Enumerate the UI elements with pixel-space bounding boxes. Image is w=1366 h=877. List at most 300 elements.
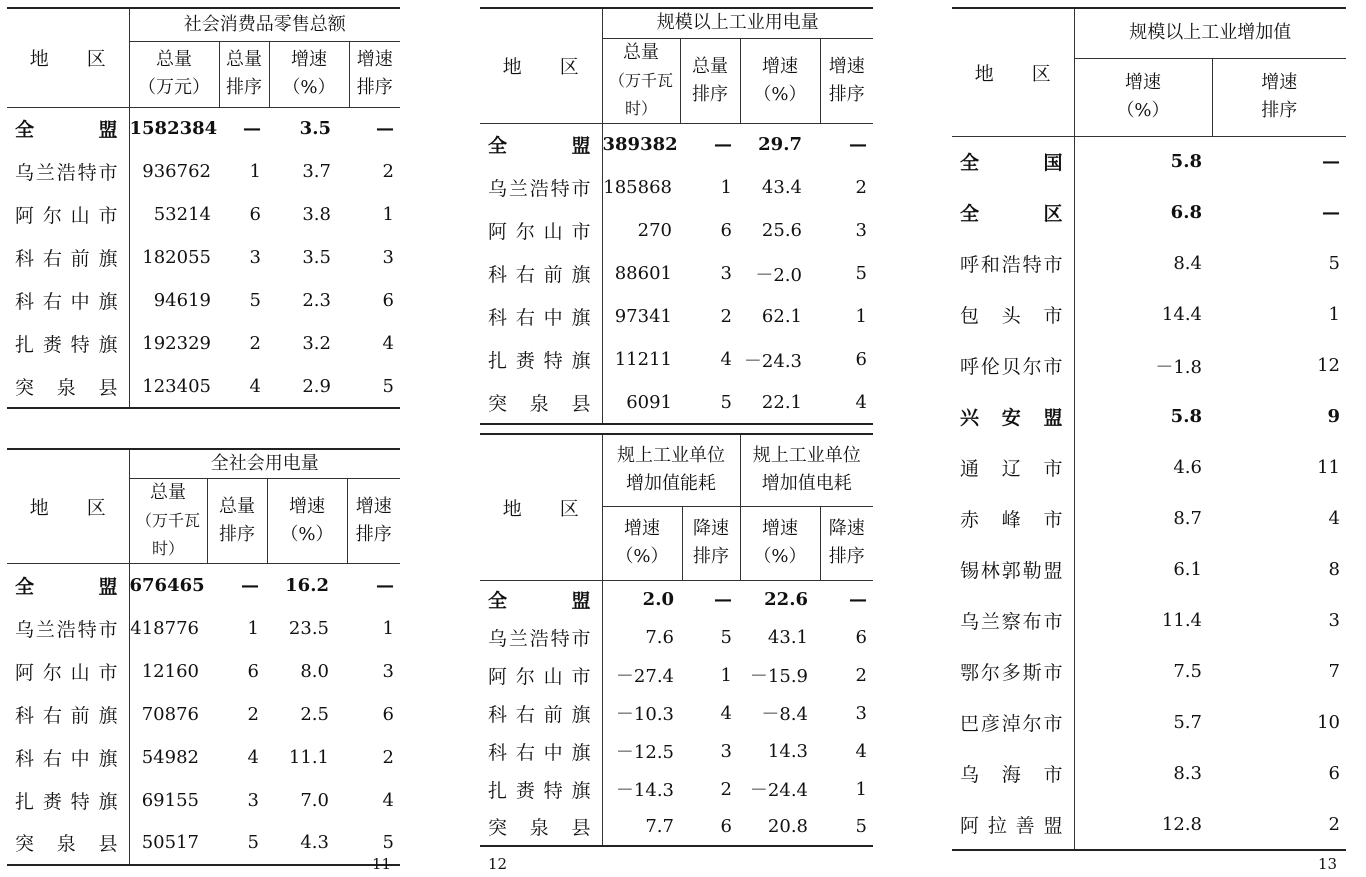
table-row: [952, 799, 1346, 850]
region-cell: [7, 236, 129, 279]
value-cell: 3: [855, 220, 867, 241]
region-cell: [480, 808, 602, 846]
value-cell: 3.2: [302, 333, 331, 354]
col-header: 总量 排序: [219, 41, 269, 107]
value-cell: 1: [249, 161, 261, 182]
region-name: 突泉县: [488, 392, 592, 415]
industrial-value-added-table: [952, 7, 1346, 851]
table-body: [480, 123, 873, 424]
value-cell: —: [376, 574, 394, 596]
value-cell: 4: [249, 375, 261, 397]
table-row: [7, 107, 400, 150]
value-cell: 3: [382, 660, 394, 682]
region-cell: [952, 187, 1074, 238]
region-cell: [952, 136, 1074, 187]
col-header: 增速 （%）: [269, 41, 349, 107]
region-cell: [7, 822, 129, 865]
col-header: 总量 （万千瓦时）: [129, 479, 207, 564]
value-cell: 6091: [626, 391, 672, 413]
value-cell: 8: [1328, 559, 1340, 580]
region-cell: [952, 493, 1074, 544]
col-header: 增速 排序: [828, 55, 865, 105]
table-row: [7, 365, 400, 408]
value-cell: －10.3: [615, 704, 674, 725]
table-row: [480, 656, 873, 694]
value-cell: 6: [382, 290, 394, 311]
value-cell: 3: [382, 247, 394, 268]
group-header-energy: 规上工业单位 增加值能耗: [602, 434, 740, 506]
region-cell: [952, 748, 1074, 799]
value-cell: 4: [1328, 508, 1340, 529]
value-cell: 7.5: [1173, 661, 1202, 682]
value-cell: 5: [247, 832, 259, 853]
table-row: [7, 693, 400, 736]
value-cell: —: [1322, 151, 1340, 173]
value-cell: 2.3: [302, 290, 331, 311]
value-cell: 5: [855, 816, 867, 837]
value-cell: 2: [720, 306, 732, 327]
value-cell: 3: [720, 263, 732, 284]
value-cell: 6: [855, 349, 867, 370]
region-name: 全 盟: [488, 589, 592, 612]
table-row: [7, 607, 400, 650]
value-cell: －8.4: [761, 704, 808, 725]
retail-sales-table: [7, 7, 400, 409]
value-cell: －24.4: [749, 780, 808, 801]
value-cell: 4: [720, 349, 732, 370]
value-cell: 2: [855, 664, 867, 686]
value-cell: 6: [249, 204, 261, 225]
region-header: 地 区: [480, 8, 602, 123]
region-name: 包 头 市: [960, 305, 1064, 327]
table-body: [7, 107, 400, 408]
value-cell: 4: [382, 333, 394, 354]
region-cell: [480, 656, 602, 694]
region-header: 地 区: [7, 449, 129, 564]
value-cell: 6: [720, 220, 732, 241]
table-row: [480, 166, 873, 209]
region-name: 全 盟: [15, 119, 119, 142]
region-cell: [952, 646, 1074, 697]
value-cell: 10: [1317, 712, 1340, 733]
col-header: 增速 （%）: [267, 479, 347, 564]
table-title: 社会消费品零售总额: [129, 8, 400, 41]
value-cell: 4: [247, 746, 259, 768]
page-number: 11: [372, 855, 392, 873]
region-name: 全 盟: [15, 575, 119, 598]
table-row: [7, 150, 400, 193]
region-name: 阿尔山市: [488, 665, 592, 688]
region-cell: [480, 252, 602, 295]
table-body: [7, 564, 400, 865]
region-cell: [7, 693, 129, 736]
value-cell: 7.0: [300, 789, 329, 811]
value-cell: 6.8: [1170, 202, 1202, 223]
value-cell: 14.3: [767, 740, 808, 762]
table-row: [480, 381, 873, 424]
region-name: 呼伦贝尔市: [960, 356, 1064, 378]
value-cell: 1: [382, 204, 394, 225]
value-cell: 936762: [142, 161, 211, 182]
table-row: [480, 252, 873, 295]
region-name: 阿尔山市: [15, 205, 119, 227]
region-name: 阿尔山市: [15, 661, 119, 684]
value-cell: 62.1: [761, 306, 802, 327]
region-header: 地 区: [952, 8, 1074, 136]
col-header: 总量 排序: [680, 38, 740, 123]
value-cell: —: [241, 574, 259, 596]
value-cell: 1582384: [129, 118, 218, 140]
value-cell: —: [243, 118, 261, 140]
value-cell: 3: [855, 702, 867, 724]
value-cell: —: [849, 134, 867, 156]
value-cell: 2: [249, 333, 261, 354]
table-row: [952, 544, 1346, 595]
region-name: 突泉县: [488, 817, 592, 839]
table-title: 规模以上工业用电量: [602, 8, 873, 38]
table-row: [952, 187, 1346, 238]
region-name: 科右中旗: [15, 747, 119, 770]
col-header: 增速 （%）: [1074, 58, 1212, 136]
table-row: [480, 209, 873, 252]
value-cell: —: [849, 588, 867, 610]
table-row: [480, 694, 873, 732]
region-cell: [7, 279, 129, 322]
value-cell: 7.6: [645, 626, 674, 648]
table-row: [952, 493, 1346, 544]
value-cell: 2: [1328, 813, 1340, 835]
value-cell: 2: [720, 778, 732, 800]
table-row: [7, 193, 400, 236]
value-cell: 6: [382, 703, 394, 725]
region-name: 阿尔山市: [488, 221, 592, 243]
value-cell: 11.1: [288, 746, 329, 768]
region-cell: [7, 322, 129, 365]
value-cell: －12.5: [615, 742, 674, 763]
table-row: [952, 391, 1346, 442]
table-row: [480, 123, 873, 166]
table-row: [480, 618, 873, 656]
region-name: 科右前旗: [15, 704, 119, 727]
value-cell: 3: [247, 789, 259, 811]
region-name: 阿拉善盟: [960, 814, 1064, 837]
value-cell: 6: [720, 816, 732, 837]
table-row: [480, 338, 873, 381]
region-name: 科右前旗: [488, 703, 592, 726]
industrial-electricity-table: [480, 7, 873, 425]
region-name: 扎赉特旗: [15, 334, 119, 356]
value-cell: －14.3: [615, 780, 674, 801]
table-row: [952, 646, 1346, 697]
region-name: 科右中旗: [488, 307, 592, 329]
region-name: 乌兰浩特市: [15, 162, 119, 184]
value-cell: 12: [1317, 355, 1340, 376]
table-row: [7, 779, 400, 822]
value-cell: —: [1322, 202, 1340, 223]
value-cell: 3: [720, 740, 732, 762]
value-cell: 5: [1328, 253, 1340, 274]
table-body: [952, 136, 1346, 850]
page-number: 12: [488, 855, 508, 873]
region-cell: [480, 166, 602, 209]
region-cell: [952, 238, 1074, 289]
region-cell: [480, 123, 602, 166]
value-cell: 4.3: [300, 832, 329, 853]
region-cell: [952, 340, 1074, 391]
col-header: 增速 排序: [355, 496, 392, 545]
value-cell: —: [714, 134, 732, 156]
region-name: 乌兰察布市: [960, 611, 1064, 633]
region-cell: [7, 736, 129, 779]
value-cell: 16.2: [285, 574, 329, 596]
value-cell: 270: [637, 220, 672, 241]
region-cell: [480, 770, 602, 808]
region-cell: [7, 107, 129, 150]
value-cell: －1.8: [1155, 356, 1202, 378]
value-cell: 1: [855, 306, 867, 327]
region-cell: [480, 295, 602, 338]
value-cell: 4: [855, 740, 867, 762]
value-cell: 8.7: [1173, 508, 1202, 529]
value-cell: 4.6: [1173, 457, 1202, 478]
region-cell: [480, 209, 602, 252]
region-name: 巴彦淖尔市: [960, 713, 1064, 735]
value-cell: 418776: [130, 617, 199, 639]
energy-consumption-table: [480, 433, 873, 847]
region-name: 突泉县: [15, 833, 119, 855]
region-name: 科右中旗: [488, 741, 592, 764]
value-cell: 5.8: [1170, 151, 1202, 173]
value-cell: 676465: [129, 574, 205, 596]
value-cell: —: [376, 118, 394, 140]
region-name: 兴 安 盟: [960, 407, 1064, 429]
table-row: [7, 736, 400, 779]
table-row: [480, 580, 873, 618]
value-cell: 5: [720, 626, 732, 648]
value-cell: 12160: [141, 660, 199, 682]
table-row: [952, 697, 1346, 748]
value-cell: 3: [1328, 610, 1340, 631]
col-header: 总量 （万元）: [129, 41, 219, 107]
value-cell: 43.1: [767, 626, 808, 648]
value-cell: －2.0: [755, 264, 802, 286]
value-cell: 6: [855, 626, 867, 648]
value-cell: 2: [247, 703, 259, 725]
region-name: 科右前旗: [488, 264, 592, 286]
table-row: [7, 650, 400, 693]
region-cell: [7, 150, 129, 193]
region-name: 乌 海 市: [960, 764, 1064, 786]
value-cell: 8.3: [1173, 763, 1202, 784]
value-cell: 50517: [141, 832, 199, 853]
region-cell: [952, 595, 1074, 646]
value-cell: 53214: [153, 204, 211, 225]
value-cell: 2.5: [300, 703, 329, 725]
region-cell: [7, 365, 129, 408]
value-cell: －15.9: [749, 666, 808, 687]
value-cell: 22.6: [764, 588, 808, 610]
table-row: [7, 822, 400, 865]
value-cell: 54982: [141, 746, 199, 768]
value-cell: 3.5: [302, 247, 331, 268]
value-cell: 88601: [614, 263, 672, 284]
region-name: 鄂尔多斯市: [960, 662, 1064, 684]
table-row: [480, 808, 873, 846]
region-name: 乌兰浩特市: [488, 178, 592, 200]
value-cell: 389382: [602, 134, 678, 156]
value-cell: 7.7: [645, 816, 674, 837]
value-cell: —: [714, 588, 732, 610]
value-cell: 3.8: [302, 204, 331, 225]
col-header: 总量 （万千瓦时）: [602, 38, 680, 123]
table-row: [480, 770, 873, 808]
col-header: 增速 （%）: [740, 506, 820, 580]
region-cell: [480, 338, 602, 381]
value-cell: 4: [382, 789, 394, 811]
region-name: 全 国: [960, 152, 1064, 175]
value-cell: 5: [382, 375, 394, 397]
table-row: [952, 340, 1346, 391]
value-cell: 5: [249, 290, 261, 311]
region-name: 全 区: [960, 203, 1064, 225]
table-row: [7, 236, 400, 279]
region-name: 乌兰浩特市: [488, 627, 592, 650]
value-cell: 4: [720, 702, 732, 724]
value-cell: 11: [1317, 457, 1340, 478]
region-name: 全 盟: [488, 135, 592, 158]
region-cell: [480, 381, 602, 424]
region-name: 扎赉特旗: [488, 350, 592, 372]
value-cell: 3: [249, 247, 261, 268]
region-cell: [7, 650, 129, 693]
region-name: 赤 峰 市: [960, 509, 1064, 531]
value-cell: 2: [382, 161, 394, 182]
value-cell: 94619: [153, 290, 211, 311]
value-cell: 20.8: [767, 816, 808, 837]
region-cell: [7, 779, 129, 822]
region-cell: [7, 193, 129, 236]
region-cell: [480, 732, 602, 770]
table-row: [480, 732, 873, 770]
value-cell: 23.5: [288, 617, 329, 639]
value-cell: 4: [855, 391, 867, 413]
table-row: [7, 322, 400, 365]
value-cell: 14.4: [1161, 304, 1202, 325]
region-name: 扎赉特旗: [488, 779, 592, 802]
region-cell: [952, 442, 1074, 493]
col-header: 增速 （%）: [602, 506, 682, 580]
value-cell: 6: [1328, 763, 1340, 784]
value-cell: 1: [247, 617, 259, 639]
value-cell: 1: [720, 177, 732, 198]
value-cell: 3.5: [299, 118, 331, 140]
value-cell: 6: [247, 660, 259, 682]
region-name: 扎赉特旗: [15, 790, 119, 813]
region-name: 通 辽 市: [960, 458, 1064, 480]
value-cell: 25.6: [761, 220, 802, 241]
region-cell: [480, 694, 602, 732]
value-cell: －27.4: [615, 666, 674, 687]
table-row: [7, 279, 400, 322]
value-cell: 1: [1328, 304, 1340, 325]
value-cell: 5.7: [1173, 712, 1202, 733]
region-header: 地 区: [7, 8, 129, 107]
value-cell: 2.9: [302, 375, 331, 397]
value-cell: 1: [720, 664, 732, 686]
region-cell: [952, 289, 1074, 340]
region-name: 突泉县: [15, 376, 119, 399]
region-name: 科右前旗: [15, 248, 119, 270]
col-header: 降速 排序: [682, 506, 740, 580]
table-row: [480, 295, 873, 338]
value-cell: 8.4: [1173, 253, 1202, 274]
electricity-table: [7, 448, 400, 866]
region-header: 地 区: [480, 434, 602, 580]
value-cell: 1: [382, 617, 394, 639]
col-header: 增速 （%）: [740, 38, 820, 123]
region-cell: [952, 697, 1074, 748]
region-cell: [480, 580, 602, 618]
value-cell: 9: [1327, 406, 1340, 427]
region-cell: [952, 391, 1074, 442]
col-header: 增速 排序: [356, 49, 393, 98]
region-name: 乌兰浩特市: [15, 618, 119, 641]
group-header-electricity: 规上工业单位 增加值电耗: [740, 434, 873, 506]
value-cell: 12.8: [1161, 813, 1202, 835]
value-cell: 97341: [614, 306, 672, 327]
value-cell: 43.4: [761, 177, 802, 198]
table-row: [952, 238, 1346, 289]
table-title: 规模以上工业增加值: [1074, 8, 1346, 58]
value-cell: 2: [382, 746, 394, 768]
value-cell: 2: [855, 177, 867, 198]
value-cell: 7: [1328, 661, 1340, 682]
value-cell: 123405: [142, 375, 211, 397]
region-cell: [7, 564, 129, 607]
page-number: 13: [1318, 855, 1338, 873]
value-cell: 8.0: [300, 660, 329, 682]
value-cell: 11.4: [1161, 610, 1202, 631]
table-row: [7, 564, 400, 607]
region-cell: [952, 799, 1074, 850]
region-name: 呼和浩特市: [960, 254, 1064, 276]
value-cell: 5.8: [1170, 406, 1202, 427]
table-row: [952, 442, 1346, 493]
region-name: 科右中旗: [15, 291, 119, 313]
table-body: [480, 580, 873, 846]
value-cell: 5: [720, 391, 732, 413]
region-name: 锡林郭勒盟: [960, 560, 1064, 582]
value-cell: 5: [855, 263, 867, 284]
table-row: [952, 289, 1346, 340]
value-cell: 182055: [142, 247, 211, 268]
value-cell: 70876: [141, 703, 199, 725]
table-row: [952, 748, 1346, 799]
region-cell: [7, 607, 129, 650]
col-header: 增速 排序: [1261, 72, 1298, 121]
value-cell: 2.0: [642, 588, 674, 610]
value-cell: 192329: [142, 333, 211, 354]
region-cell: [480, 618, 602, 656]
value-cell: 22.1: [761, 391, 802, 413]
value-cell: －24.3: [743, 350, 802, 372]
table-row: [952, 595, 1346, 646]
value-cell: 11211: [614, 349, 672, 370]
value-cell: 1: [855, 778, 867, 800]
value-cell: 69155: [141, 789, 199, 811]
table-row: [952, 136, 1346, 187]
value-cell: 6.1: [1173, 559, 1202, 580]
